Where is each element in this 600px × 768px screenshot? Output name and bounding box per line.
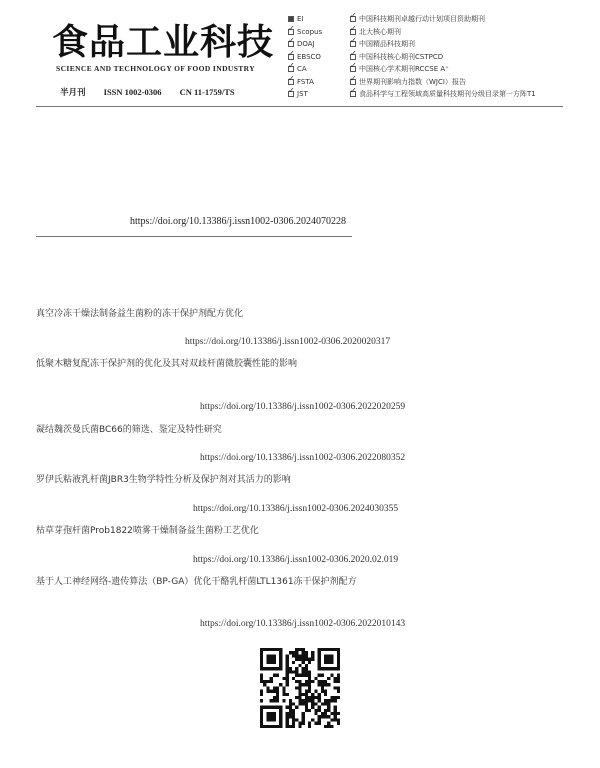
indexing-list-right (350, 13, 536, 101)
checkbox-icon: ✓ (288, 86, 295, 96)
related-article-title: 真空冷冻干燥法制备益生菌粉的冻干保护剂配方优化 (36, 309, 244, 319)
journal-title-en: SCIENCE AND TECHNOLOGY OF FOOD INDUSTRY (56, 64, 256, 73)
journal-header (0, 0, 600, 110)
checkbox-icon (288, 16, 294, 22)
index-item: EI (288, 13, 322, 26)
related-article-doi-link[interactable]: https://doi.org/10.13386/j.issn1002-0306.2024030355 (193, 504, 399, 514)
indexing-list-left (288, 13, 322, 101)
checkbox-icon: ✓ (288, 36, 295, 46)
related-article-doi-link[interactable]: https://doi.org/10.13386/j.issn1002-0306.2022080352 (200, 453, 406, 463)
related-article-title: 低聚木糖复配冻干保护剂的优化及其对双歧杆菌微胶囊性能的影响 (36, 359, 298, 369)
index-item: ✓ 中国精品科技期刊 (350, 36, 415, 49)
header-divider (36, 106, 563, 107)
checkbox-icon: ✓ (288, 48, 295, 58)
index-item: ✓ FSTA (288, 73, 314, 86)
article-doi-link[interactable]: https://doi.org/10.13386/j.issn1002-0306.2024070228 (130, 216, 346, 227)
related-article-title: 凝结魏茨曼氏菌BC66的筛选、鉴定及特性研究 (36, 425, 222, 435)
index-item: ✓ Scopus (288, 23, 323, 36)
checkbox-icon: ✓ (288, 73, 295, 83)
related-article-doi-link[interactable]: https://doi.org/10.13386/j.issn1002-0306.2020020317 (185, 337, 391, 347)
checkbox-icon: ✓ (350, 23, 357, 33)
related-article-doi-link[interactable]: https://doi.org/10.13386/j.issn1002-0306.2022020259 (200, 402, 406, 412)
related-article-doi-link[interactable]: https://doi.org/10.13386/j.issn1002-0306.2022010143 (200, 619, 406, 629)
issn: ISSN 1002-0306 (103, 87, 162, 97)
index-item: ✓ EBSCO (288, 48, 321, 61)
index-item: ✓ JST (288, 86, 308, 99)
index-item: ✓ CA (288, 61, 307, 74)
index-item: ✓ DOAJ (288, 36, 315, 49)
checkbox-icon: ✓ (350, 11, 357, 21)
checkbox-icon: ✓ (350, 86, 357, 96)
index-item: ✓ 食品科学与工程领域高质量科技期刊分级目录第一方阵T1 (350, 86, 536, 99)
checkbox-icon: ✓ (350, 73, 357, 83)
journal-title-zh: 食品工业科技 (52, 21, 275, 63)
frequency: 半月刊 (60, 87, 86, 97)
checkbox-icon: ✓ (350, 48, 357, 58)
related-article-doi-link[interactable]: https://doi.org/10.13386/j.issn1002-0306.2020.02.019 (193, 555, 399, 565)
checkbox-icon: ✓ (350, 61, 357, 71)
qr-code-icon (260, 648, 340, 728)
related-article-title: 枯草芽孢杆菌Prob1822喷雾干燥制备益生菌粉工艺优化 (36, 526, 259, 536)
cn-number: CN 11-1759/TS (179, 87, 235, 97)
index-item: ✓ 北大核心期刊 (350, 23, 401, 36)
related-article-title: 基于人工神经网络-遗传算法（BP-GA）优化干酪乳杆菌LTL1361冻干保护剂配方 (36, 577, 357, 587)
issn-line (60, 86, 251, 98)
checkbox-icon: ✓ (288, 23, 295, 33)
checkbox-icon: ✓ (288, 61, 295, 71)
checkbox-icon: ✓ (350, 36, 357, 46)
index-item: ✓ 世界期刊影响力指数（WJCI）报告 (350, 73, 466, 86)
related-article-title: 罗伊氏粘液乳杆菌JBR3生物学特性分析及保护剂对其活力的影响 (36, 475, 291, 485)
index-item: ✓ 中国科技期刊卓越行动计划项目资助期刊 (350, 11, 485, 24)
index-item: ✓ 中国科技核心期刊CSTPCD (350, 48, 444, 61)
index-item: ✓ 中国核心学术期刊RCCSE A⁺ (350, 61, 449, 74)
doi-divider (36, 236, 352, 237)
